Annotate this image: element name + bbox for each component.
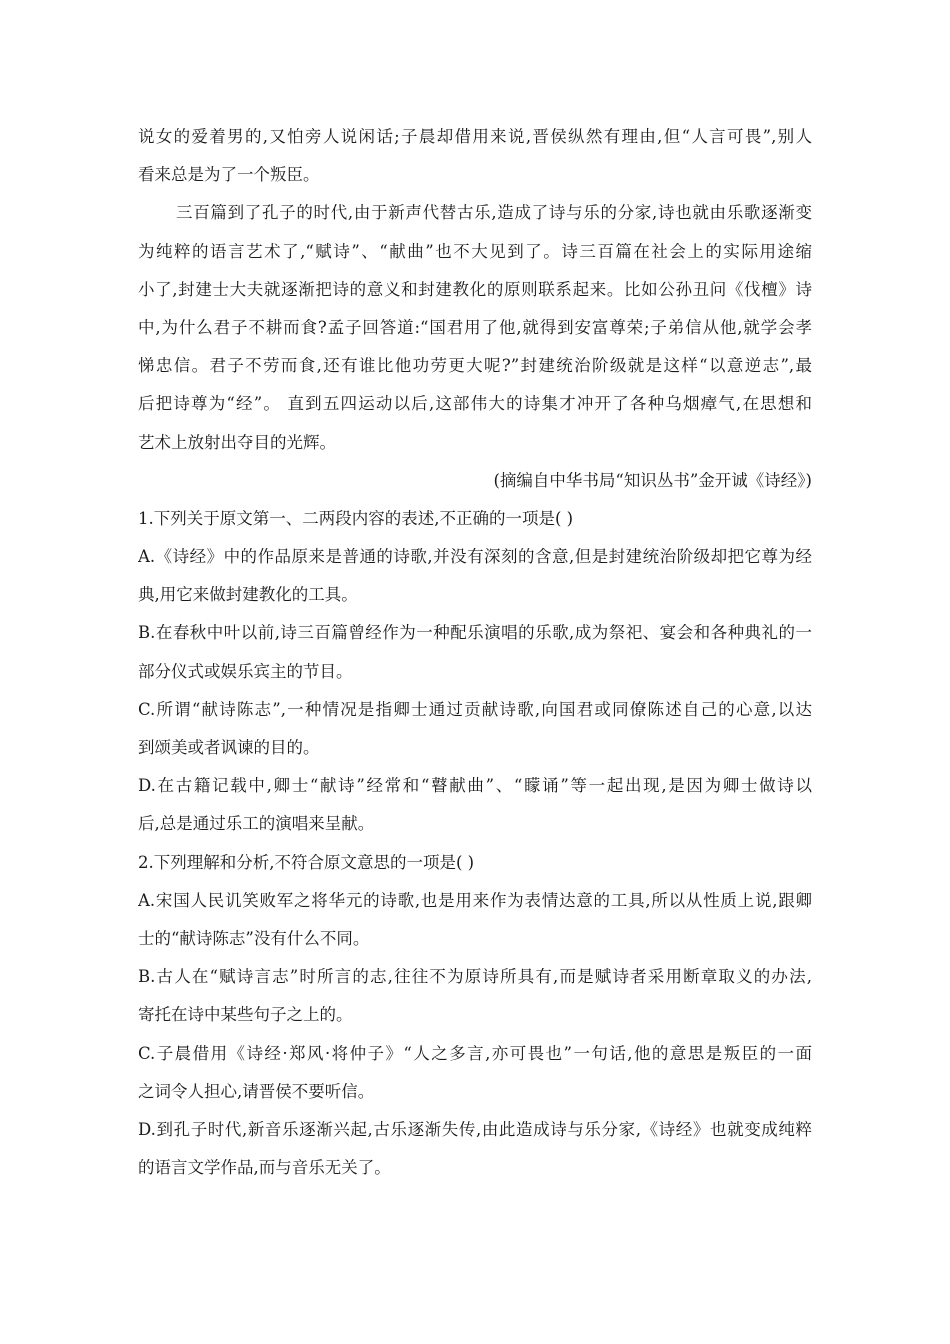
option-line: 部分仪式或娱乐宾主的节目。	[138, 661, 353, 681]
option-line: 的语言文学作品,而与音乐无关了。	[138, 1158, 391, 1178]
text-line: 为纯粹的语言艺术了,“赋诗”、“献曲”也不大见到了。诗三百篇在社会上的实际用途缩	[138, 241, 812, 261]
option-d	[138, 1111, 812, 1187]
option-line: A.《诗经》中的作品原来是普通的诗歌,并没有深刻的含意,但是封建统治阶级却把它尊为经	[138, 547, 812, 567]
option-b	[138, 614, 812, 690]
option-line: B.古人在“赋诗言志”时所言的志,往往不为原诗所具有,而是赋诗者采用断章取义的办法,	[138, 967, 812, 987]
question-2	[138, 844, 812, 1188]
text-line: 小了,封建士大夫就逐渐把诗的意义和封建教化的原则联系起来。比如公孙丑问《伐檀》诗	[138, 279, 812, 299]
option-d	[138, 767, 812, 843]
option-line: C.所谓“献诗陈志”,一种情况是指卿士通过贡献诗歌,向国君或同僚陈述自己的心意,以达	[138, 699, 812, 719]
option-line: D.到孔子时代,新音乐逐渐兴起,古乐逐渐失传,由此造成诗与乐分家,《诗经》也就变成纯粹	[138, 1119, 812, 1139]
option-line: 后,总是通过乐工的演唱来呈献。	[138, 814, 375, 834]
option-line: 之词令人担心,请晋侯不要听信。	[138, 1081, 375, 1101]
paragraph-2	[138, 194, 812, 461]
option-c	[138, 691, 812, 767]
option-line: B.在春秋中叶以前,诗三百篇曾经作为一种配乐演唱的乐歌,成为祭祀、宴会和各种典礼的一	[138, 623, 812, 643]
text-line: 悌忠信。君子不劳而食,还有谁比他功劳更大呢?”封建统治阶级就是这样“以意逆志”,最	[138, 356, 812, 376]
text-line: 艺术上放射出夺目的光辉。	[138, 432, 336, 452]
document-body	[138, 118, 812, 1187]
source-note: (摘编自中华书局“知识丛书”金开诚《诗经》)	[493, 470, 812, 490]
option-a	[138, 882, 812, 958]
question-1	[138, 500, 812, 844]
option-line: 到颂美或者讽谏的目的。	[138, 738, 320, 757]
text-line: 后把诗尊为“经”。 直到五四运动以后,这部伟大的诗集才冲开了各种乌烟瘴气,在思想和	[138, 394, 812, 414]
option-c	[138, 1035, 812, 1111]
text-line: 中,为什么君子不耕而食?孟子回答道:“国君用了他,就得到安富尊荣;子弟信从他,就学会孝	[138, 317, 812, 337]
option-line: 典,用它来做封建教化的工具。	[138, 585, 358, 605]
text-line: 说女的爱着男的,又怕旁人说闲话;子晨却借用来说,晋侯纵然有理由,但“人言可畏”,别人	[138, 127, 812, 146]
option-line: 士的“献诗陈志”没有什么不同。	[138, 928, 370, 948]
question-stem: 1.下列关于原文第一、二两段内容的表述,不正确的一项是( )	[138, 508, 574, 528]
option-line: 寄托在诗中某些句子之上的。	[138, 1005, 353, 1025]
text-line: 三百篇到了孔子的时代,由于新声代替古乐,造成了诗与乐的分家,诗也就由乐歌逐渐变	[176, 203, 812, 223]
paragraph-1	[138, 118, 812, 194]
option-line: A.宋国人民讥笑败军之将华元的诗歌,也是用来作为表情达意的工具,所以从性质上说,跟卿	[138, 890, 812, 910]
question-stem: 2.下列理解和分析,不符合原文意思的一项是( )	[138, 852, 475, 872]
option-a	[138, 538, 812, 614]
text-line: 看来总是为了一个叛臣。	[138, 165, 320, 185]
option-b	[138, 958, 812, 1034]
option-line: C.子晨借用《诗经·郑风·将仲子》“人之多言,亦可畏也”一句话,他的意思是叛臣的一面	[138, 1043, 812, 1063]
option-line: D.在古籍记载中,卿士“献诗”经常和“瞽献曲”、“矇诵”等一起出现,是因为卿士做诗以	[138, 776, 812, 796]
